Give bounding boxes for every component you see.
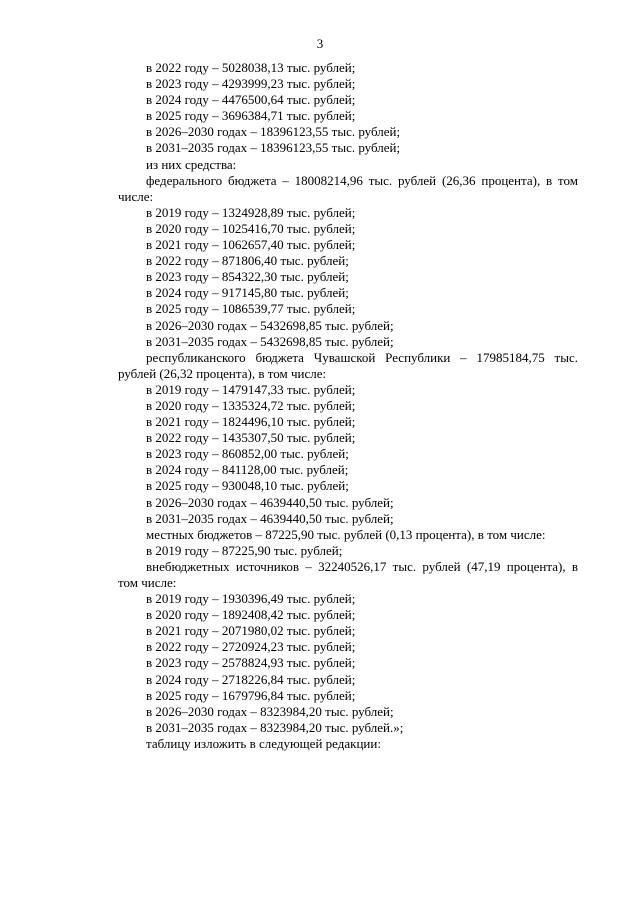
republic-item: в 2025 году – 930048,10 тыс. рублей; (146, 478, 349, 494)
extrabudget-heading: внебюджетных источников – 32240526,17 тыс. рублей (47,19 процента), в (146, 558, 578, 574)
republic-budget-heading-cont: рублей (26,32 процента), в том числе: (118, 365, 327, 381)
extrabudget-item: в 2031–2035 годах – 8323984,20 тыс. рублей.»; (146, 719, 404, 735)
local-budget-heading: местных бюджетов – 87225,90 тыс. рублей (0,13 процента), в том числе: (146, 526, 546, 542)
extrabudget-item: в 2020 году – 1892408,42 тыс. рублей; (146, 607, 356, 623)
federal-budget-heading-cont: числе: (118, 188, 154, 204)
federal-item: в 2023 году – 854322,30 тыс. рублей; (146, 269, 349, 285)
closing-line: таблицу изложить в следующей редакции: (146, 735, 381, 751)
extrabudget-item: в 2024 году – 2718226,84 тыс. рублей; (146, 671, 356, 687)
text-line: из них средства: (146, 156, 237, 172)
document-body (118, 60, 578, 752)
extrabudget-heading-cont: том числе: (118, 575, 177, 590)
federal-item: в 2021 году – 1062657,40 тыс. рублей; (146, 237, 356, 253)
republic-item: в 2020 году – 1335324,72 тыс. рублей; (146, 397, 356, 413)
text-line: в 2023 году – 4293999,23 тыс. рублей; (146, 76, 356, 92)
text-line: в 2031–2035 годах – 18396123,55 тыс. рублей; (146, 140, 401, 156)
text-line: в 2022 году – 5028038,13 тыс. рублей; (146, 60, 356, 75)
federal-item: в 2020 году – 1025416,70 тыс. рублей; (146, 220, 356, 236)
extrabudget-item: в 2023 году – 2578824,93 тыс. рублей; (146, 655, 356, 671)
republic-item: в 2022 году – 1435307,50 тыс. рублей; (146, 430, 356, 446)
text-line: в 2025 году – 3696384,71 тыс. рублей; (146, 108, 356, 124)
federal-item: в 2026–2030 годах – 5432698,85 тыс. рублей; (146, 317, 394, 333)
extrabudget-item: в 2019 году – 1930396,49 тыс. рублей; (146, 591, 356, 607)
republic-item: в 2024 году – 841128,00 тыс. рублей; (146, 462, 349, 478)
text-line: в 2026–2030 годах – 18396123,55 тыс. рублей; (146, 124, 401, 140)
republic-budget-heading: республиканского бюджета Чувашской Республики – 17985184,75 тыс. (146, 349, 578, 365)
republic-item: в 2031–2035 годах – 4639440,50 тыс. рублей; (146, 510, 394, 526)
extrabudget-item: в 2022 году – 2720924,23 тыс. рублей; (146, 639, 356, 655)
republic-item: в 2026–2030 годах – 4639440,50 тыс. рублей; (146, 494, 394, 510)
federal-item: в 2019 году – 1324928,89 тыс. рублей; (146, 204, 356, 220)
federal-item: в 2031–2035 годах – 5432698,85 тыс. рублей; (146, 333, 394, 349)
republic-item: в 2023 году – 860852,00 тыс. рублей; (146, 446, 349, 462)
page-number: 3 (316, 36, 324, 51)
federal-item: в 2024 году – 917145,80 тыс. рублей; (146, 285, 349, 301)
extrabudget-item: в 2026–2030 годах – 8323984,20 тыс. рублей; (146, 703, 394, 719)
federal-budget-heading: федерального бюджета – 18008214,96 тыс. рублей (26,36 процента), в том (146, 172, 578, 188)
text-line: в 2024 году – 4476500,64 тыс. рублей; (146, 92, 356, 108)
republic-item: в 2021 году – 1824496,10 тыс. рублей; (146, 414, 356, 430)
republic-item: в 2019 году – 1479147,33 тыс. рублей; (146, 381, 356, 397)
federal-item: в 2022 году – 871806,40 тыс. рублей; (146, 253, 349, 269)
local-item: в 2019 году – 87225,90 тыс. рублей; (146, 542, 343, 558)
federal-item: в 2025 году – 1086539,77 тыс. рублей; (146, 301, 356, 317)
extrabudget-item: в 2021 году – 2071980,02 тыс. рублей; (146, 623, 356, 639)
extrabudget-item: в 2025 году – 1679796,84 тыс. рублей; (146, 687, 356, 703)
